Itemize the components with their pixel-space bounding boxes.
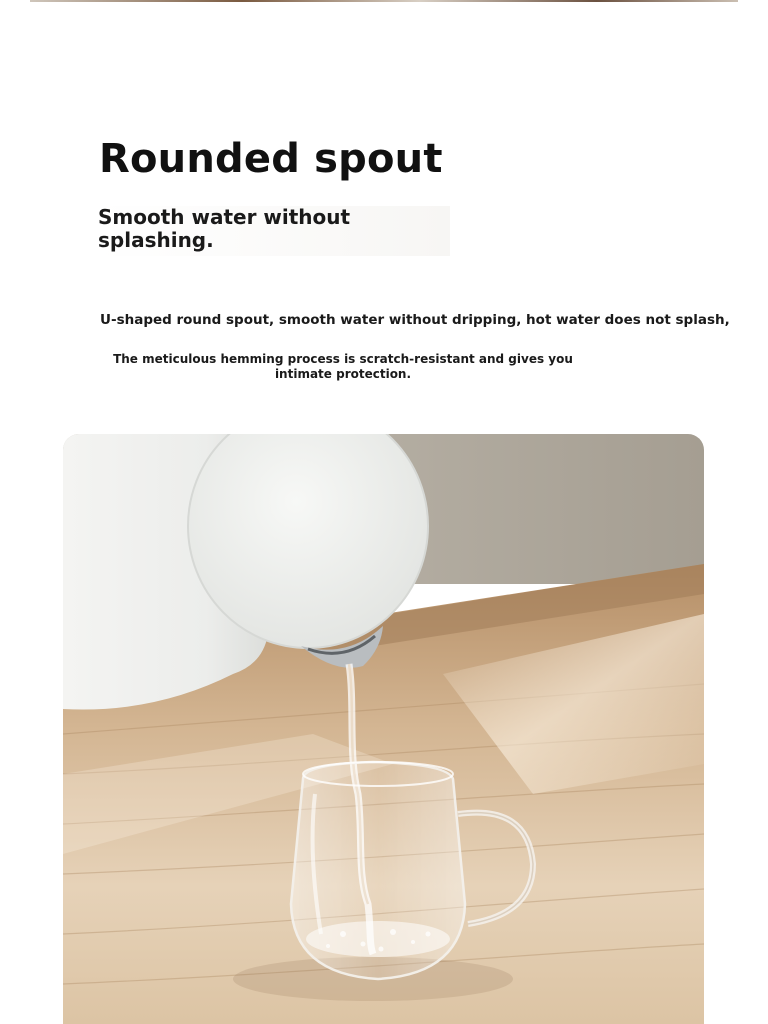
top-decorative-strip	[30, 0, 738, 2]
subheadline: Smooth water without splashing.	[98, 206, 450, 256]
description-secondary: The meticulous hemming process is scratch-resistant and gives you intimate protection.	[113, 352, 573, 381]
page-title: Rounded spout	[99, 136, 443, 182]
description-primary: U-shaped round spout, smooth water without dripping, hot water does not splash,	[100, 312, 730, 328]
kettle-pouring-photo	[63, 434, 704, 1024]
